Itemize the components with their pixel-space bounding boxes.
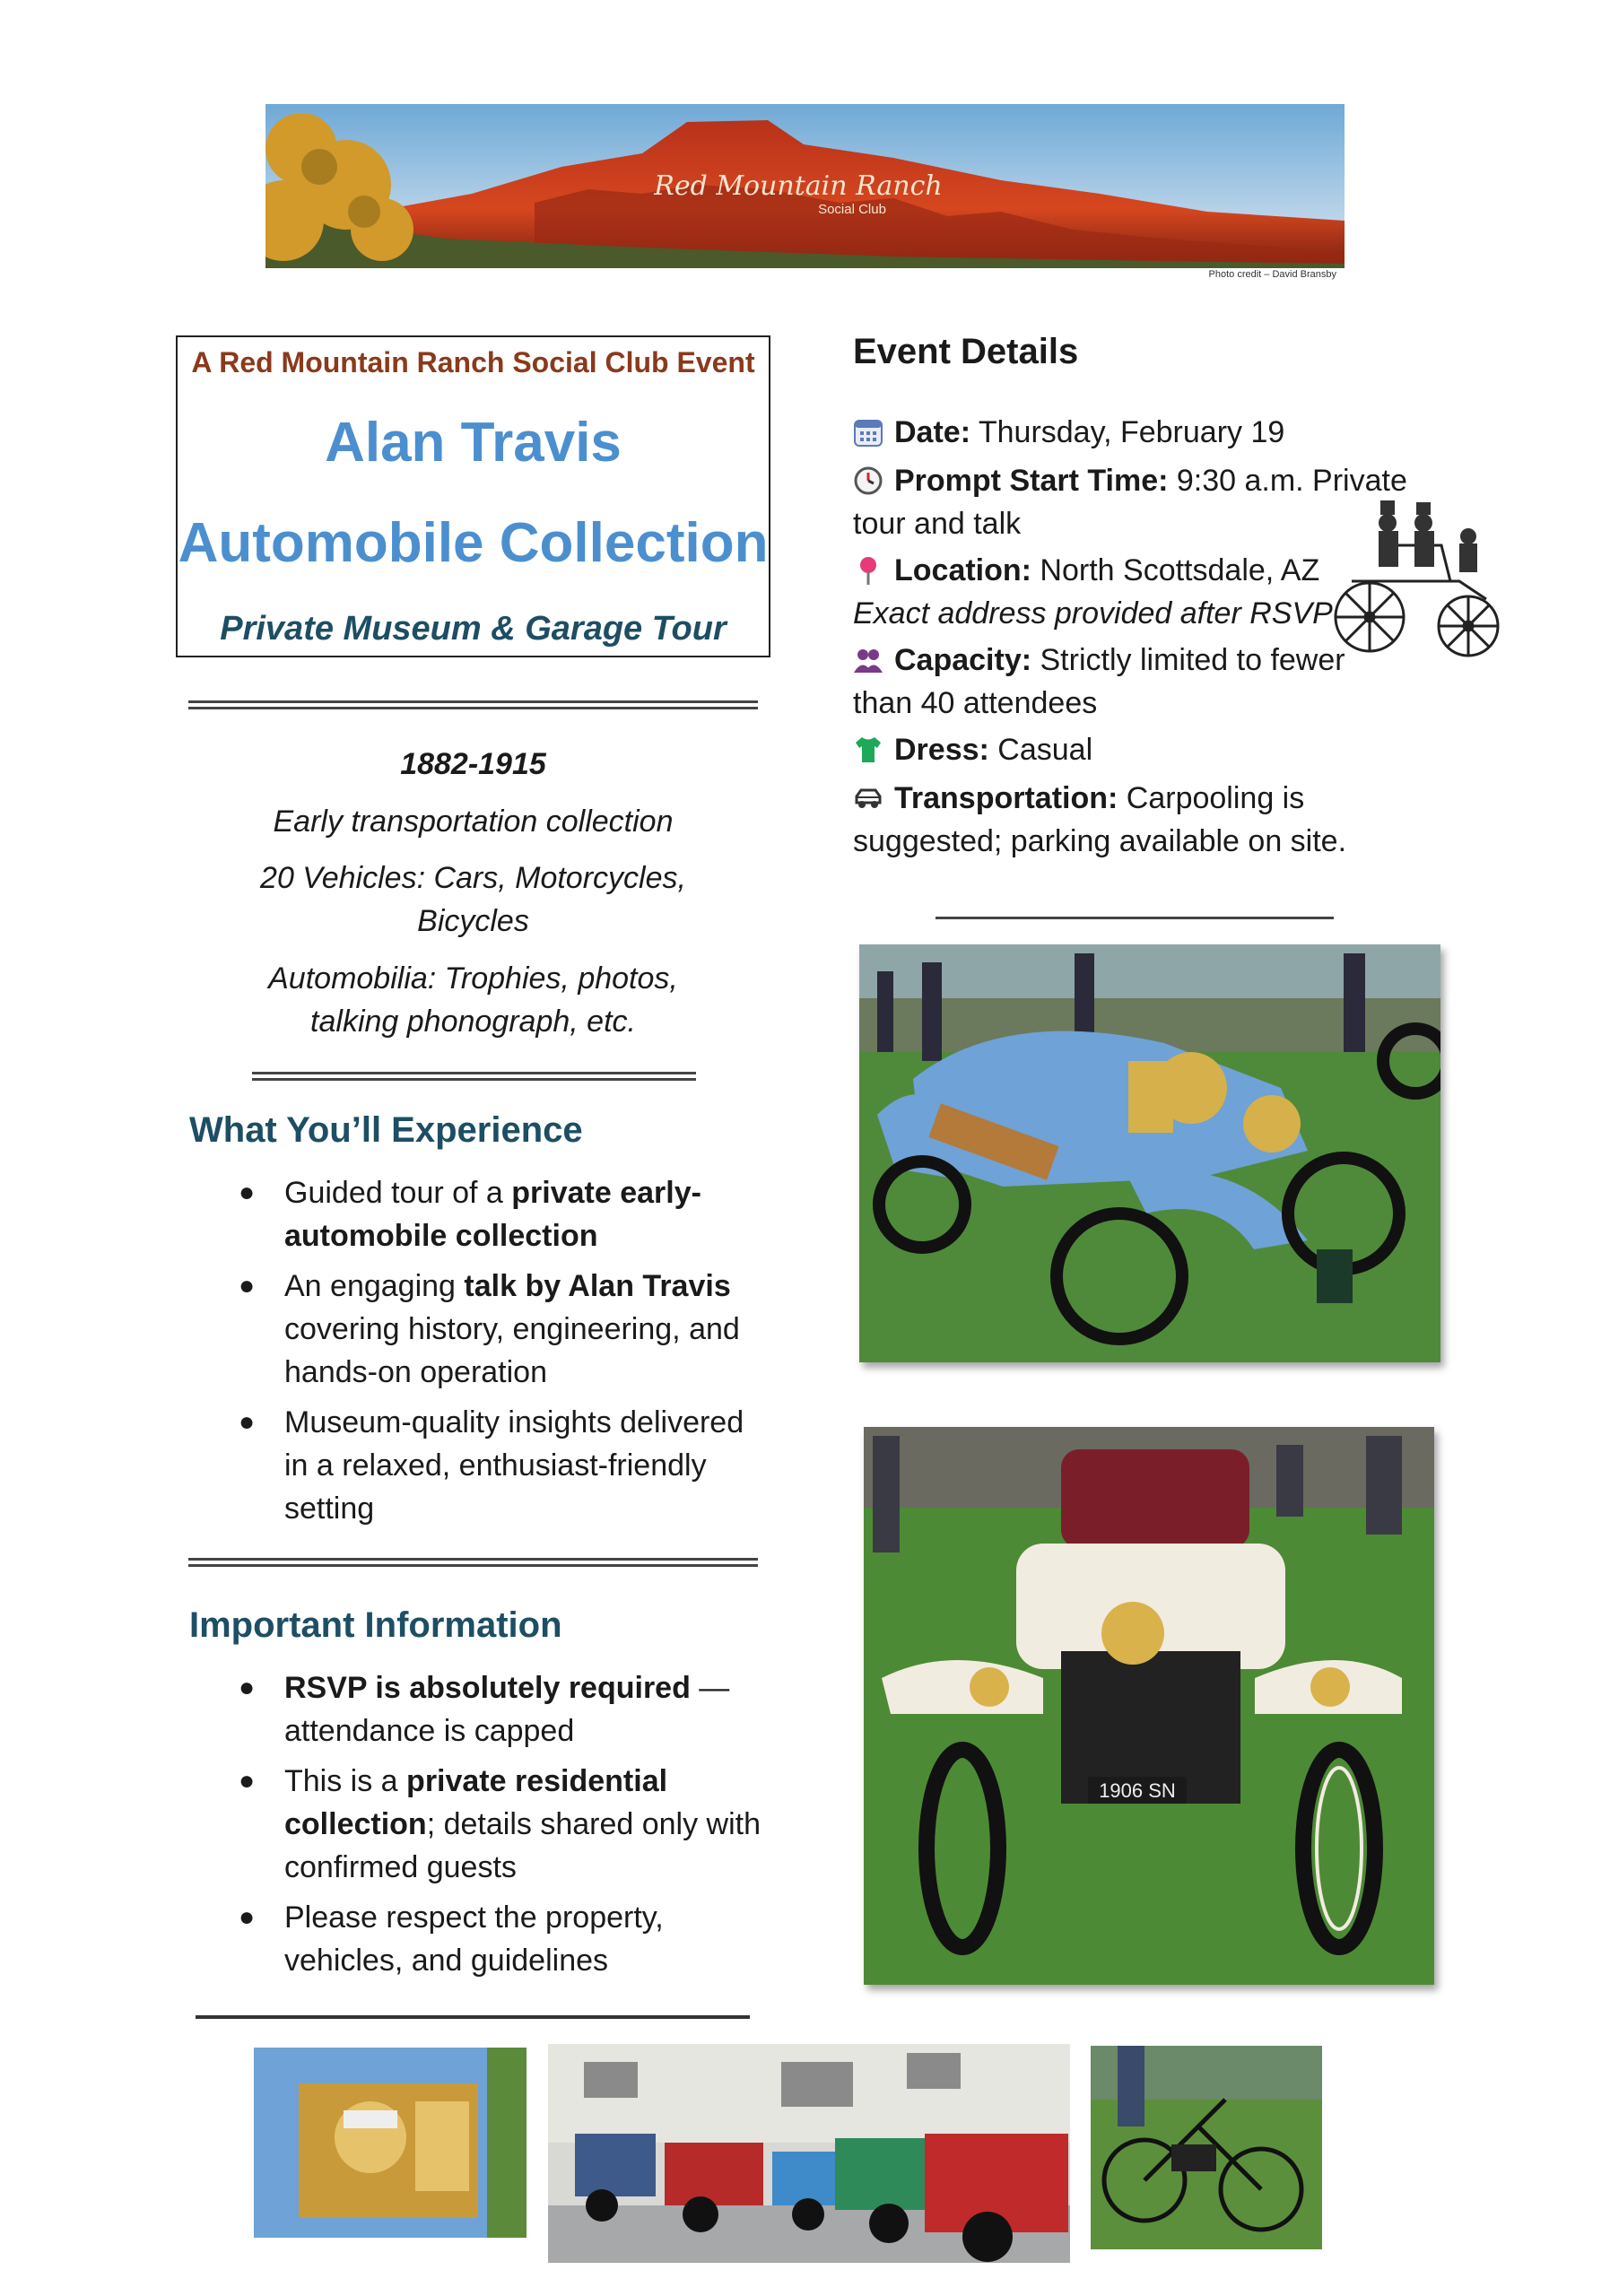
photo-credit: Photo credit – David Bransby bbox=[1208, 269, 1336, 280]
collection-line: Early transportation collection bbox=[273, 804, 674, 839]
bullet: ● bbox=[239, 1271, 256, 1300]
garage-collection-photo bbox=[548, 2044, 1070, 2263]
bullet: ● bbox=[239, 1902, 256, 1932]
collection-line: talking phonograph, etc. bbox=[310, 1004, 636, 1039]
list-item: ● This is a private residential collection; details shared only with confirmed guests bbox=[176, 1760, 768, 1889]
detail-time: Prompt Start Time: 9:30 a.m. Private bbox=[853, 459, 1427, 502]
antique-tricycle-photo bbox=[1091, 2046, 1322, 2249]
detail-capacity: Capacity: Strictly limited to fewer bbox=[853, 639, 1427, 682]
list-item: ● Please respect the property, vehicles, and guidelines bbox=[176, 1896, 768, 1982]
white-vintage-car-photo bbox=[864, 1427, 1434, 1985]
divider bbox=[188, 700, 758, 709]
collection-line: Bicycles bbox=[417, 904, 529, 938]
title-box bbox=[176, 335, 770, 657]
detail-location-note: Exact address provided after RSVP bbox=[853, 596, 1333, 631]
detail-capacity-cont: than 40 attendees bbox=[853, 686, 1098, 720]
list-item: ● An engaging talk by Alan Travis covering history, engineering, and hands-on operation bbox=[176, 1265, 768, 1394]
event-title-line2: Automobile Collection bbox=[178, 512, 769, 574]
list-item: ● RSVP is absolutely required — attendance is capped bbox=[176, 1666, 768, 1752]
calendar-icon bbox=[853, 416, 883, 447]
bullet: ● bbox=[239, 1766, 256, 1796]
detail-dress: Dress: Casual bbox=[853, 728, 1427, 771]
logo-line1: Red Mountain Ranch bbox=[654, 170, 943, 202]
divider bbox=[252, 1072, 696, 1081]
collection-line: Automobilia: Trophies, photos, bbox=[268, 961, 678, 996]
divider bbox=[936, 917, 1334, 919]
collection-line: 20 Vehicles: Cars, Motorcycles, bbox=[260, 861, 686, 895]
experience-list bbox=[176, 1171, 768, 1537]
engine-closeup-photo bbox=[254, 2048, 527, 2238]
event-details-heading: Event Details bbox=[853, 332, 1079, 371]
svg-text:1906 SN: 1906 SN bbox=[1099, 1779, 1176, 1802]
event-subtitle: Private Museum & Garage Tour bbox=[220, 610, 727, 648]
pin-icon bbox=[853, 554, 883, 585]
antique-carriage-illustration bbox=[1334, 491, 1513, 662]
list-item: ● Guided tour of a private early-automobile collection bbox=[176, 1171, 768, 1257]
divider bbox=[188, 1558, 758, 1567]
bullet: ● bbox=[239, 1673, 256, 1702]
bullet: ● bbox=[239, 1178, 256, 1207]
list-item: ● Museum-quality insights delivered in a relaxed, enthusiast-friendly setting bbox=[176, 1401, 768, 1530]
important-heading: Important Information bbox=[189, 1605, 562, 1645]
collection-years: 1882-1915 bbox=[400, 747, 546, 781]
clock-icon bbox=[853, 465, 883, 495]
detail-date: Date: Thursday, February 19 bbox=[853, 411, 1427, 454]
important-list bbox=[176, 1666, 768, 1989]
bullet: ● bbox=[239, 1407, 256, 1437]
logo-line2: Social Club bbox=[818, 202, 886, 217]
event-title-line1: Alan Travis bbox=[325, 412, 622, 474]
detail-location: Location: North Scottsdale, AZ bbox=[853, 549, 1427, 592]
logo-text bbox=[628, 170, 969, 217]
blue-vintage-car-photo bbox=[859, 944, 1440, 1362]
detail-transport-cont: suggested; parking available on site. bbox=[853, 824, 1347, 858]
shirt-icon bbox=[853, 734, 883, 764]
detail-transport: Transportation: Carpooling is bbox=[853, 777, 1427, 820]
club-event-label: A Red Mountain Ranch Social Club Event bbox=[191, 346, 755, 378]
detail-time-cont: tour and talk bbox=[853, 507, 1022, 541]
divider bbox=[196, 2015, 750, 2019]
people-icon bbox=[853, 644, 883, 674]
experience-heading: What You’ll Experience bbox=[189, 1110, 583, 1150]
car-icon bbox=[853, 782, 883, 813]
